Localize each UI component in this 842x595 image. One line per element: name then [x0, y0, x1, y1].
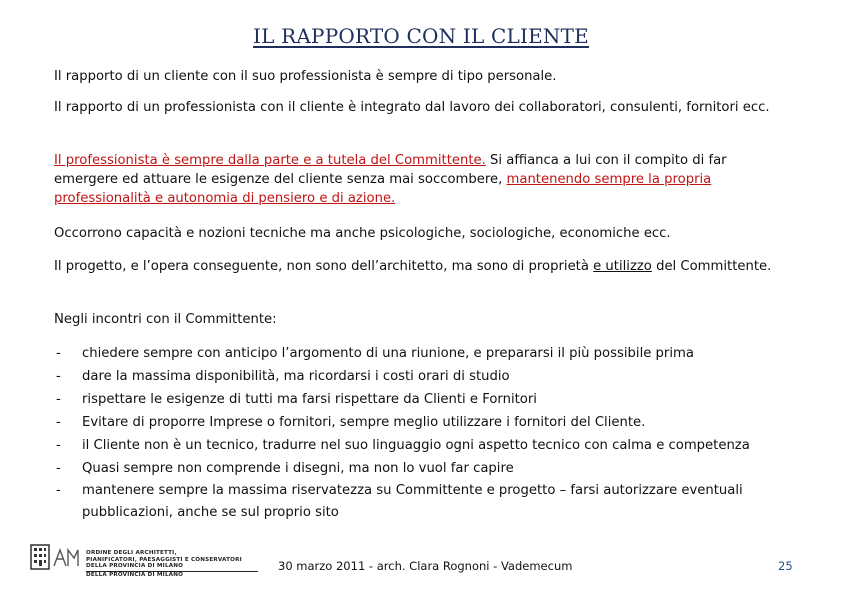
- paragraph-1: Il rapporto di un cliente con il suo professionista è sempre di tipo personale.: [54, 69, 557, 84]
- list-intro: Negli incontri con il Committente:: [54, 312, 277, 327]
- page-number: 25: [778, 559, 793, 573]
- list-item: - il Cliente non è un tecnico, tradurre nel suo linguaggio ogni aspetto tecnico con calma e competenza: [54, 434, 789, 457]
- building-icon: [30, 544, 50, 570]
- dash-bullet: -: [56, 415, 61, 430]
- highlight-text-1: Il professionista è sempre dalla parte e a tutela del Committente.: [54, 153, 486, 168]
- paragraph-5: [54, 257, 789, 276]
- list-item: - Evitare di proporre Imprese o fornitori, sempre meglio utilizzare i fornitori del Cliente.: [54, 411, 789, 434]
- list-item: - rispettare le esigenze di tutti ma farsi rispettare da Clienti e Fornitori: [54, 388, 789, 411]
- paragraph-5-start: Il progetto, e l’opera conseguente, non sono dell’architetto, ma sono di proprietà: [54, 259, 594, 274]
- recommendation-list: [54, 342, 789, 524]
- paragraph-2: Il rapporto di un professionista con il cliente è integrato dal lavoro dei collaboratori, consulenti, fornitori ecc.: [54, 100, 770, 115]
- highlight-text-2: mantenendo sempre la propria professionalità e autonomia di pensiero e di azione.: [54, 172, 712, 206]
- order-logo: [30, 544, 245, 582]
- logo-text: ORDINE DEGLI ARCHITETTI, PIANIFICATORI, PAESAGGISTI E CONSERVATORI DELLA PROVINCIA DI MILANO DELLA PROVINCIA DI MILANO: [86, 550, 258, 578]
- footer-text: 30 marzo 2011 - arch. Clara Rognoni - Vademecum: [278, 559, 573, 573]
- paragraph-5-end: del Committente.: [651, 259, 772, 274]
- list-item: - Quasi sempre non comprende i disegni, ma non lo vuol far capire: [54, 457, 789, 480]
- paragraph-4: Occorrono capacità e nozioni tecniche ma anche psicologiche, sociologiche, economiche ecc.: [54, 226, 671, 241]
- dash-bullet: -: [56, 461, 61, 476]
- dash-bullet: -: [56, 346, 61, 361]
- logo-mark-icon: [52, 546, 80, 570]
- dash-bullet: -: [56, 438, 61, 453]
- list-item: - dare la massima disponibilità, ma ricordarsi i costi orari di studio: [54, 365, 789, 388]
- underlined-text: e utilizzo: [593, 259, 652, 274]
- page-title: IL RAPPORTO CON IL CLIENTE: [253, 24, 589, 48]
- dash-bullet: -: [56, 483, 61, 498]
- paragraph-3: [54, 151, 789, 208]
- paragraph-3-middle: Si affianca a lui con il compito di far emergere ed attuare le esigenze del cliente senza mai soccombere,: [54, 153, 727, 187]
- dash-bullet: -: [56, 392, 61, 407]
- list-item: - chiedere sempre con anticipo l’argomento di una riunione, e prepararsi il più possibile prima: [54, 342, 789, 365]
- dash-bullet: -: [56, 369, 61, 384]
- list-item: - mantenere sempre la massima riservatezza su Committente e progetto – farsi autorizzare eventuali pubblicazioni, anche se sul proprio sito: [54, 480, 789, 524]
